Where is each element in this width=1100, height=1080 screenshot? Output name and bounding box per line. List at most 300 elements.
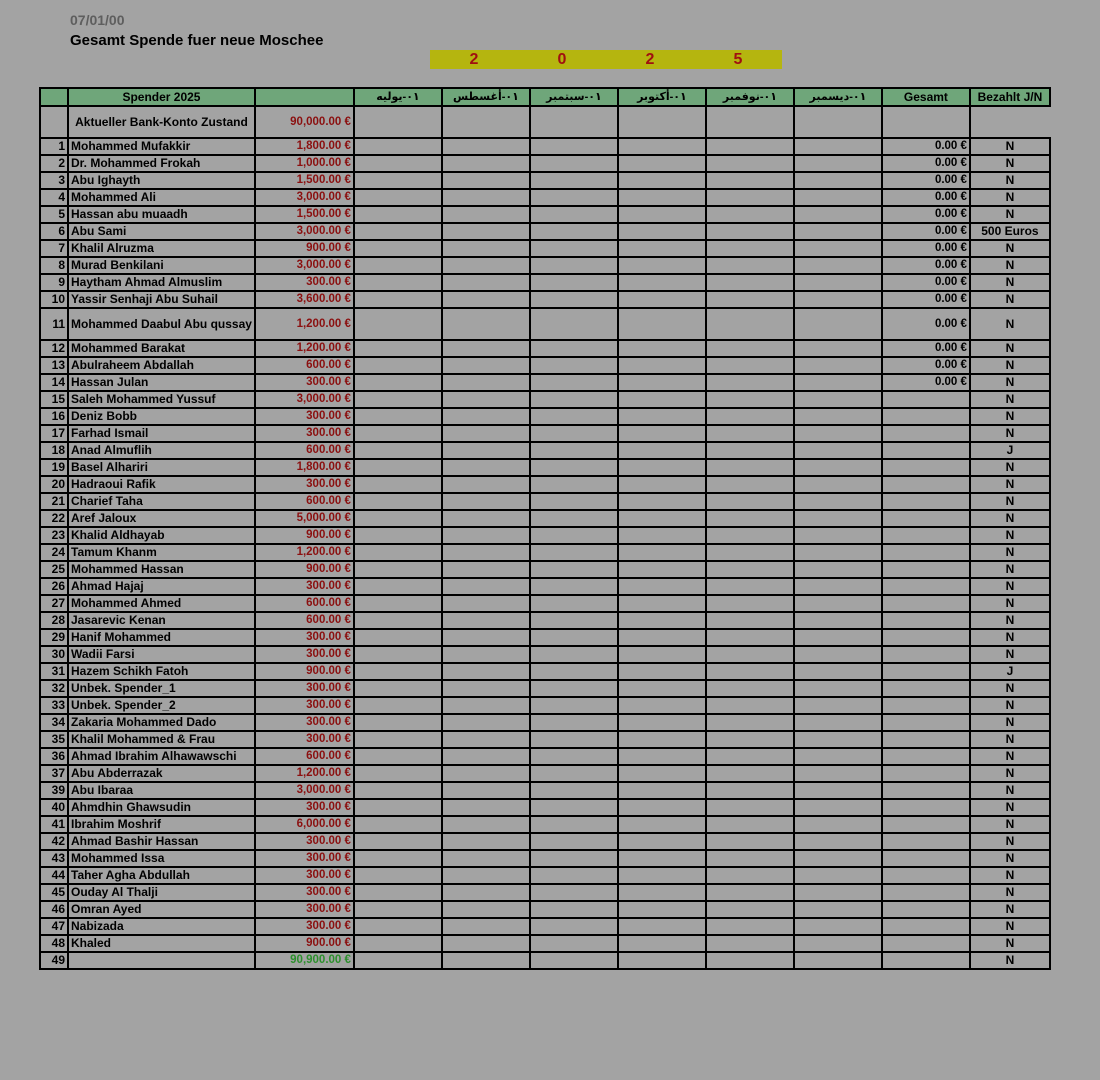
paid-status[interactable]: N xyxy=(970,782,1050,799)
donor-name[interactable]: Abu Sami xyxy=(68,223,255,240)
month-cell[interactable] xyxy=(794,833,882,850)
gesamt-cell[interactable] xyxy=(882,476,970,493)
gesamt-cell[interactable] xyxy=(882,782,970,799)
row-number[interactable]: 18 xyxy=(40,442,68,459)
row-number[interactable]: 29 xyxy=(40,629,68,646)
donor-name[interactable]: Basel Alhariri xyxy=(68,459,255,476)
pledge-amount[interactable]: 300.00 € xyxy=(255,918,354,935)
month-cell[interactable] xyxy=(530,357,618,374)
pledge-amount[interactable]: 300.00 € xyxy=(255,799,354,816)
month-cell[interactable] xyxy=(442,867,530,884)
month-cell[interactable] xyxy=(618,765,706,782)
month-cell[interactable] xyxy=(618,935,706,952)
paid-status[interactable]: N xyxy=(970,357,1050,374)
row-number[interactable]: 7 xyxy=(40,240,68,257)
month-cell[interactable] xyxy=(530,223,618,240)
month-cell[interactable] xyxy=(794,274,882,291)
month-cell[interactable] xyxy=(794,629,882,646)
month-cell[interactable] xyxy=(618,850,706,867)
pledge-amount[interactable]: 300.00 € xyxy=(255,578,354,595)
month-cell[interactable] xyxy=(530,374,618,391)
donor-name[interactable]: Khalil Mohammed & Frau xyxy=(68,731,255,748)
gesamt-cell[interactable]: 0.00 € xyxy=(882,374,970,391)
month-cell[interactable] xyxy=(794,714,882,731)
gesamt-cell[interactable] xyxy=(882,697,970,714)
row-number[interactable]: 15 xyxy=(40,391,68,408)
month-cell[interactable] xyxy=(442,476,530,493)
month-cell[interactable] xyxy=(706,357,794,374)
month-cell[interactable] xyxy=(530,291,618,308)
pledge-amount[interactable]: 600.00 € xyxy=(255,595,354,612)
month-cell[interactable] xyxy=(706,884,794,901)
month-cell[interactable] xyxy=(530,493,618,510)
month-cell[interactable] xyxy=(618,510,706,527)
month-cell[interactable] xyxy=(618,782,706,799)
month-cell[interactable] xyxy=(442,748,530,765)
row-number[interactable]: 45 xyxy=(40,884,68,901)
gesamt-cell[interactable] xyxy=(882,731,970,748)
donor-name[interactable]: Hassan Julan xyxy=(68,374,255,391)
paid-status[interactable]: N xyxy=(970,493,1050,510)
month-cell[interactable] xyxy=(354,867,442,884)
gesamt-cell[interactable]: 0.00 € xyxy=(882,357,970,374)
month-cell[interactable] xyxy=(794,189,882,206)
row-number[interactable]: 24 xyxy=(40,544,68,561)
donor-name[interactable]: Hassan abu muaadh xyxy=(68,206,255,223)
month-cell[interactable] xyxy=(442,138,530,155)
gesamt-cell[interactable] xyxy=(882,612,970,629)
month-cell[interactable] xyxy=(618,527,706,544)
gesamt-cell[interactable] xyxy=(882,850,970,867)
paid-status[interactable]: N xyxy=(970,629,1050,646)
bank-balance-label[interactable]: Aktueller Bank-Konto Zustand xyxy=(68,106,255,138)
row-number[interactable]: 6 xyxy=(40,223,68,240)
month-cell[interactable] xyxy=(618,138,706,155)
month-cell[interactable] xyxy=(706,340,794,357)
month-cell[interactable] xyxy=(442,799,530,816)
month-cell[interactable] xyxy=(706,731,794,748)
month-cell[interactable] xyxy=(706,646,794,663)
donor-name[interactable]: Mohammed Mufakkir xyxy=(68,138,255,155)
month-cell[interactable] xyxy=(794,748,882,765)
gesamt-cell[interactable] xyxy=(882,408,970,425)
month-cell[interactable] xyxy=(354,138,442,155)
month-cell[interactable] xyxy=(442,884,530,901)
month-cell[interactable] xyxy=(442,629,530,646)
month-cell[interactable] xyxy=(794,578,882,595)
paid-status[interactable]: N xyxy=(970,595,1050,612)
month-cell[interactable] xyxy=(706,391,794,408)
donor-name[interactable]: Nabizada xyxy=(68,918,255,935)
pledge-amount[interactable]: 1,200.00 € xyxy=(255,544,354,561)
month-cell[interactable] xyxy=(706,274,794,291)
pledge-amount[interactable]: 300.00 € xyxy=(255,374,354,391)
paid-status[interactable]: N xyxy=(970,714,1050,731)
month-cell[interactable] xyxy=(354,340,442,357)
header-amount-cell[interactable] xyxy=(255,88,354,106)
month-cell[interactable] xyxy=(530,257,618,274)
paid-status[interactable]: N xyxy=(970,884,1050,901)
gesamt-cell[interactable]: 0.00 € xyxy=(882,308,970,340)
month-cell[interactable] xyxy=(618,291,706,308)
month-cell[interactable] xyxy=(530,850,618,867)
month-cell[interactable] xyxy=(354,172,442,189)
pledge-amount[interactable]: 900.00 € xyxy=(255,561,354,578)
month-cell[interactable] xyxy=(354,714,442,731)
month-cell[interactable] xyxy=(618,748,706,765)
month-cell[interactable] xyxy=(354,189,442,206)
month-cell[interactable] xyxy=(794,782,882,799)
month-cell[interactable] xyxy=(706,595,794,612)
paid-status[interactable]: N xyxy=(970,952,1050,969)
month-cell[interactable] xyxy=(794,935,882,952)
month-cell[interactable] xyxy=(354,901,442,918)
month-cell[interactable] xyxy=(706,138,794,155)
pledge-amount[interactable]: 300.00 € xyxy=(255,680,354,697)
month-cell[interactable] xyxy=(706,663,794,680)
month-cell[interactable] xyxy=(618,612,706,629)
row-number[interactable]: 8 xyxy=(40,257,68,274)
month-cell[interactable] xyxy=(618,206,706,223)
month-cell[interactable] xyxy=(354,799,442,816)
gesamt-cell[interactable] xyxy=(882,595,970,612)
month-cell[interactable] xyxy=(794,391,882,408)
donor-name[interactable]: Khalid Aldhayab xyxy=(68,527,255,544)
month-cell[interactable] xyxy=(530,240,618,257)
donor-name[interactable]: Khalil Alruzma xyxy=(68,240,255,257)
gesamt-cell[interactable] xyxy=(882,510,970,527)
pledge-amount[interactable]: 900.00 € xyxy=(255,527,354,544)
month-cell[interactable] xyxy=(706,206,794,223)
month-cell[interactable] xyxy=(442,357,530,374)
pledge-amount[interactable]: 600.00 € xyxy=(255,357,354,374)
row-number[interactable]: 40 xyxy=(40,799,68,816)
month-cell[interactable] xyxy=(794,291,882,308)
row-number[interactable]: 17 xyxy=(40,425,68,442)
header-spender[interactable]: Spender 2025 xyxy=(68,88,255,106)
month-cell[interactable] xyxy=(706,748,794,765)
month-cell[interactable] xyxy=(618,816,706,833)
row-number[interactable]: 13 xyxy=(40,357,68,374)
month-cell[interactable] xyxy=(706,510,794,527)
gesamt-cell[interactable] xyxy=(882,527,970,544)
paid-status[interactable]: N xyxy=(970,340,1050,357)
month-cell[interactable] xyxy=(794,442,882,459)
month-cell[interactable] xyxy=(618,646,706,663)
paid-status[interactable]: N xyxy=(970,138,1050,155)
month-cell[interactable] xyxy=(442,172,530,189)
month-cell[interactable] xyxy=(618,493,706,510)
month-cell[interactable] xyxy=(530,510,618,527)
gesamt-cell[interactable] xyxy=(882,952,970,969)
month-cell[interactable] xyxy=(618,884,706,901)
pledge-amount[interactable]: 300.00 € xyxy=(255,833,354,850)
row-number[interactable]: 39 xyxy=(40,782,68,799)
paid-status[interactable]: N xyxy=(970,867,1050,884)
donor-name[interactable]: Aref Jaloux xyxy=(68,510,255,527)
month-cell[interactable] xyxy=(442,459,530,476)
row-number[interactable]: 48 xyxy=(40,935,68,952)
gesamt-cell[interactable] xyxy=(882,561,970,578)
month-cell[interactable] xyxy=(530,340,618,357)
month-cell[interactable] xyxy=(794,340,882,357)
month-cell[interactable] xyxy=(794,240,882,257)
row-number[interactable]: 19 xyxy=(40,459,68,476)
paid-status[interactable]: N xyxy=(970,291,1050,308)
row-number[interactable]: 10 xyxy=(40,291,68,308)
total-amount[interactable]: 90,900.00 € xyxy=(255,952,354,969)
donor-name[interactable]: Haytham Ahmad Almuslim xyxy=(68,274,255,291)
month-cell[interactable] xyxy=(354,935,442,952)
month-cell[interactable] xyxy=(442,612,530,629)
month-cell[interactable] xyxy=(530,918,618,935)
month-cell[interactable] xyxy=(794,476,882,493)
pledge-amount[interactable]: 300.00 € xyxy=(255,697,354,714)
month-cell[interactable] xyxy=(706,223,794,240)
month-cell[interactable] xyxy=(794,816,882,833)
pledge-amount[interactable]: 3,000.00 € xyxy=(255,782,354,799)
donor-name[interactable]: Ahmad Hajaj xyxy=(68,578,255,595)
month-cell[interactable] xyxy=(794,408,882,425)
month-cell[interactable] xyxy=(442,425,530,442)
month-cell[interactable] xyxy=(442,578,530,595)
donor-name[interactable] xyxy=(68,952,255,969)
gesamt-cell[interactable] xyxy=(882,106,970,138)
month-cell[interactable] xyxy=(354,663,442,680)
row-number[interactable]: 1 xyxy=(40,138,68,155)
month-cell[interactable] xyxy=(618,257,706,274)
month-cell[interactable] xyxy=(794,106,882,138)
month-cell[interactable] xyxy=(354,206,442,223)
donor-name[interactable]: Ahmdhin Ghawsudin xyxy=(68,799,255,816)
paid-cell[interactable] xyxy=(970,106,1050,138)
month-cell[interactable] xyxy=(354,223,442,240)
month-cell[interactable] xyxy=(442,291,530,308)
month-cell[interactable] xyxy=(530,867,618,884)
month-cell[interactable] xyxy=(442,714,530,731)
month-cell[interactable] xyxy=(618,223,706,240)
month-cell[interactable] xyxy=(618,629,706,646)
month-cell[interactable] xyxy=(706,765,794,782)
donor-name[interactable]: Ahmad Bashir Hassan xyxy=(68,833,255,850)
month-cell[interactable] xyxy=(618,408,706,425)
month-cell[interactable] xyxy=(618,799,706,816)
month-cell[interactable] xyxy=(706,442,794,459)
paid-status[interactable]: N xyxy=(970,850,1050,867)
pledge-amount[interactable]: 300.00 € xyxy=(255,408,354,425)
gesamt-cell[interactable]: 0.00 € xyxy=(882,291,970,308)
month-cell[interactable] xyxy=(706,901,794,918)
gesamt-cell[interactable] xyxy=(882,663,970,680)
donor-name[interactable]: Abu Abderrazak xyxy=(68,765,255,782)
donor-name[interactable]: Mohammed Ali xyxy=(68,189,255,206)
month-cell[interactable] xyxy=(442,308,530,340)
month-cell[interactable] xyxy=(794,510,882,527)
month-cell[interactable] xyxy=(354,680,442,697)
month-cell[interactable] xyxy=(618,544,706,561)
row-number[interactable]: 30 xyxy=(40,646,68,663)
donor-name[interactable]: Ibrahim Moshrif xyxy=(68,816,255,833)
month-cell[interactable] xyxy=(354,612,442,629)
pledge-amount[interactable]: 300.00 € xyxy=(255,274,354,291)
month-cell[interactable] xyxy=(442,274,530,291)
gesamt-cell[interactable]: 0.00 € xyxy=(882,274,970,291)
paid-status[interactable]: N xyxy=(970,816,1050,833)
paid-status[interactable]: N xyxy=(970,799,1050,816)
month-cell[interactable] xyxy=(530,172,618,189)
month-cell[interactable] xyxy=(354,425,442,442)
month-cell[interactable] xyxy=(354,595,442,612)
month-cell[interactable] xyxy=(706,172,794,189)
month-cell[interactable] xyxy=(354,155,442,172)
header-bezahlt[interactable]: Bezahlt J/N xyxy=(970,88,1050,106)
month-cell[interactable] xyxy=(530,544,618,561)
month-cell[interactable] xyxy=(706,425,794,442)
month-cell[interactable] xyxy=(442,595,530,612)
gesamt-cell[interactable] xyxy=(882,799,970,816)
month-cell[interactable] xyxy=(706,561,794,578)
month-cell[interactable] xyxy=(794,901,882,918)
month-cell[interactable] xyxy=(354,646,442,663)
gesamt-cell[interactable] xyxy=(882,629,970,646)
month-cell[interactable] xyxy=(706,578,794,595)
month-cell[interactable] xyxy=(706,782,794,799)
month-cell[interactable] xyxy=(618,374,706,391)
paid-status[interactable]: N xyxy=(970,612,1050,629)
month-cell[interactable] xyxy=(618,697,706,714)
paid-status[interactable]: N xyxy=(970,697,1050,714)
month-cell[interactable] xyxy=(794,697,882,714)
gesamt-cell[interactable] xyxy=(882,714,970,731)
row-number[interactable]: 14 xyxy=(40,374,68,391)
month-cell[interactable] xyxy=(530,425,618,442)
row-number[interactable]: 9 xyxy=(40,274,68,291)
month-cell[interactable] xyxy=(530,155,618,172)
gesamt-cell[interactable] xyxy=(882,442,970,459)
donor-name[interactable]: Mohammed Daabul Abu qussay xyxy=(68,308,255,340)
pledge-amount[interactable]: 3,000.00 € xyxy=(255,391,354,408)
month-cell[interactable] xyxy=(354,731,442,748)
month-cell[interactable] xyxy=(530,901,618,918)
gesamt-cell[interactable] xyxy=(882,918,970,935)
month-cell[interactable] xyxy=(618,172,706,189)
month-cell[interactable] xyxy=(354,291,442,308)
month-cell[interactable] xyxy=(354,918,442,935)
month-cell[interactable] xyxy=(794,918,882,935)
donor-name[interactable]: Anad Almuflih xyxy=(68,442,255,459)
donor-name[interactable]: Deniz Bobb xyxy=(68,408,255,425)
month-cell[interactable] xyxy=(442,442,530,459)
month-cell[interactable] xyxy=(794,561,882,578)
month-cell[interactable] xyxy=(794,527,882,544)
month-cell[interactable] xyxy=(354,578,442,595)
gesamt-cell[interactable] xyxy=(882,816,970,833)
gesamt-cell[interactable]: 0.00 € xyxy=(882,206,970,223)
month-cell[interactable] xyxy=(794,493,882,510)
pledge-amount[interactable]: 600.00 € xyxy=(255,493,354,510)
month-cell[interactable] xyxy=(618,901,706,918)
month-cell[interactable] xyxy=(618,918,706,935)
month-cell[interactable] xyxy=(354,374,442,391)
header-month-july[interactable]: ٠١-يوليه xyxy=(354,88,442,106)
month-cell[interactable] xyxy=(442,663,530,680)
month-cell[interactable] xyxy=(794,680,882,697)
donor-name[interactable]: Omran Ayed xyxy=(68,901,255,918)
donor-name[interactable]: Murad Benkilani xyxy=(68,257,255,274)
gesamt-cell[interactable] xyxy=(882,646,970,663)
row-number[interactable]: 22 xyxy=(40,510,68,527)
gesamt-cell[interactable] xyxy=(882,578,970,595)
month-cell[interactable] xyxy=(618,391,706,408)
month-cell[interactable] xyxy=(794,884,882,901)
header-month-november[interactable]: ٠١-نوفمبر xyxy=(706,88,794,106)
donor-name[interactable]: Zakaria Mohammed Dado xyxy=(68,714,255,731)
paid-status[interactable]: N xyxy=(970,408,1050,425)
paid-status[interactable]: N xyxy=(970,578,1050,595)
month-cell[interactable] xyxy=(354,952,442,969)
paid-status[interactable]: N xyxy=(970,257,1050,274)
month-cell[interactable] xyxy=(530,459,618,476)
pledge-amount[interactable]: 300.00 € xyxy=(255,714,354,731)
pledge-amount[interactable]: 300.00 € xyxy=(255,425,354,442)
month-cell[interactable] xyxy=(354,748,442,765)
row-number[interactable]: 35 xyxy=(40,731,68,748)
month-cell[interactable] xyxy=(354,850,442,867)
donor-name[interactable]: Ahmad Ibrahim Alhawawschi xyxy=(68,748,255,765)
month-cell[interactable] xyxy=(794,425,882,442)
month-cell[interactable] xyxy=(530,765,618,782)
month-cell[interactable] xyxy=(618,357,706,374)
gesamt-cell[interactable]: 0.00 € xyxy=(882,257,970,274)
month-cell[interactable] xyxy=(530,561,618,578)
row-number[interactable]: 16 xyxy=(40,408,68,425)
row-number[interactable]: 42 xyxy=(40,833,68,850)
month-cell[interactable] xyxy=(618,459,706,476)
paid-status[interactable]: N xyxy=(970,765,1050,782)
month-cell[interactable] xyxy=(706,833,794,850)
month-cell[interactable] xyxy=(706,697,794,714)
pledge-amount[interactable]: 1,200.00 € xyxy=(255,765,354,782)
paid-status[interactable]: N xyxy=(970,459,1050,476)
month-cell[interactable] xyxy=(706,308,794,340)
pledge-amount[interactable]: 300.00 € xyxy=(255,629,354,646)
month-cell[interactable] xyxy=(530,408,618,425)
gesamt-cell[interactable]: 0.00 € xyxy=(882,155,970,172)
month-cell[interactable] xyxy=(618,106,706,138)
month-cell[interactable] xyxy=(618,476,706,493)
month-cell[interactable] xyxy=(442,374,530,391)
paid-status[interactable]: N xyxy=(970,374,1050,391)
month-cell[interactable] xyxy=(530,476,618,493)
pledge-amount[interactable]: 1,000.00 € xyxy=(255,155,354,172)
month-cell[interactable] xyxy=(794,646,882,663)
month-cell[interactable] xyxy=(530,680,618,697)
month-cell[interactable] xyxy=(794,257,882,274)
month-cell[interactable] xyxy=(442,408,530,425)
month-cell[interactable] xyxy=(354,629,442,646)
month-cell[interactable] xyxy=(794,544,882,561)
donor-name[interactable]: Hadraoui Rafik xyxy=(68,476,255,493)
gesamt-cell[interactable] xyxy=(882,459,970,476)
month-cell[interactable] xyxy=(354,274,442,291)
donor-name[interactable]: Yassir Senhaji Abu Suhail xyxy=(68,291,255,308)
month-cell[interactable] xyxy=(442,510,530,527)
donor-name[interactable]: Mohammed Hassan xyxy=(68,561,255,578)
month-cell[interactable] xyxy=(706,459,794,476)
pledge-amount[interactable]: 1,800.00 € xyxy=(255,459,354,476)
pledge-amount[interactable]: 3,000.00 € xyxy=(255,189,354,206)
month-cell[interactable] xyxy=(618,867,706,884)
